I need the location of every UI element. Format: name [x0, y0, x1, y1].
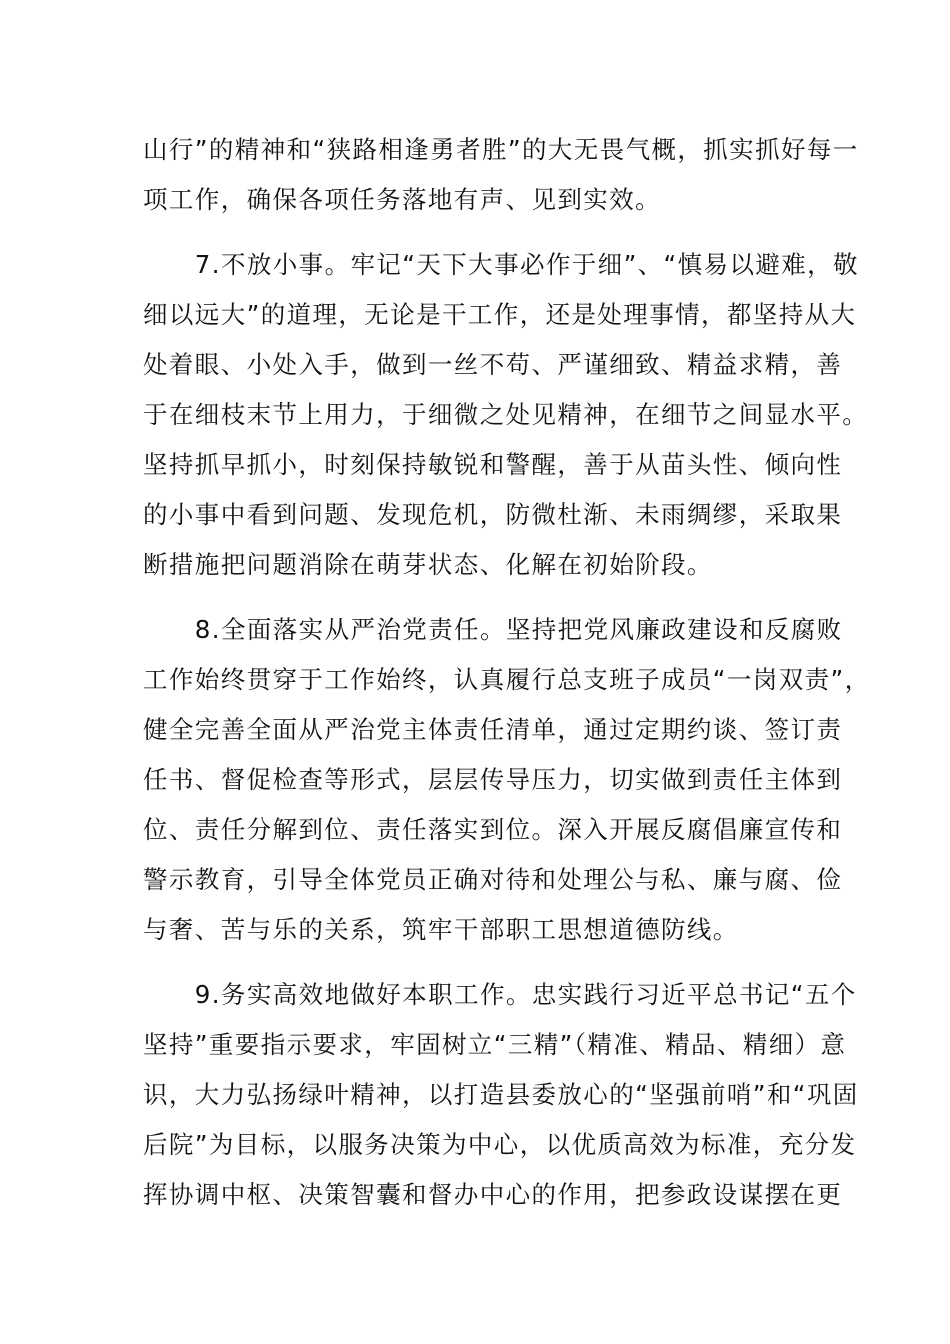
text-line: 8.全面落实从严治党责任。坚持把党风廉政建设和反腐败: [143, 615, 843, 644]
text-line: 警示教育，引导全体党员正确对待和处理公与私、廉与腐、俭: [143, 865, 843, 894]
text-line: 与奢、苦与乐的关系，筑牢干部职工思想道德防线。: [143, 915, 739, 944]
text-line: 的小事中看到问题、发现危机，防微杜渐、未雨绸缪，采取果: [143, 500, 843, 529]
text-line: 山行”的精神和“狭路相逢勇者胜”的大无畏气概，抓实抓好每一: [143, 135, 859, 164]
text-line: 断措施把问题消除在萌芽状态、化解在初始阶段。: [143, 550, 713, 579]
text-line: 健全完善全面从严治党主体责任清单，通过定期约谈、签订责: [143, 715, 843, 744]
text-line: 细以远大”的道理，无论是干工作，还是处理事情，都坚持从大: [143, 300, 857, 329]
text-line: 任书、督促检查等形式，层层传导压力，切实做到责任主体到: [143, 765, 843, 794]
paragraph: [143, 605, 871, 955]
text-line: 项工作，确保各项任务落地有声、见到实效。: [143, 185, 661, 214]
text-line: 坚持”重要指示要求，牢固树立“三精”（精准、精品、精细）意: [143, 1030, 847, 1059]
text-line: 7.不放小事。牢记“天下大事必作于细”、“慎易以避难，敬: [143, 250, 859, 279]
text-line: 识，大力弘扬绿叶精神，以打造县委放心的“坚强前哨”和“巩固: [143, 1080, 859, 1109]
document-body: [143, 125, 871, 1235]
text-line: 坚持抓早抓小，时刻保持敏锐和警醒，善于从苗头性、倾向性: [143, 450, 843, 479]
text-line: 挥协调中枢、决策智囊和督办中心的作用，把参政设谋摆在更: [143, 1180, 843, 1209]
text-line: 9.务实高效地做好本职工作。忠实践行习近平总书记“五个: [143, 980, 857, 1009]
paragraph: [143, 240, 869, 590]
text-line: 工作始终贯穿于工作始终，认真履行总支班子成员“一岗双责”，: [143, 665, 871, 694]
text-line: 处着眼、小处入手，做到一丝不苟、严谨细致、精益求精，善: [143, 350, 843, 379]
text-line: 位、责任分解到位、责任落实到位。深入开展反腐倡廉宣传和: [143, 815, 843, 844]
text-line: 后院”为目标，以服务决策为中心，以优质高效为标准，充分发: [143, 1130, 857, 1159]
text-line: 于在细枝末节上用力，于细微之处见精神，在细节之间显水平。: [143, 400, 869, 429]
paragraph: [143, 125, 859, 225]
paragraph: [143, 970, 859, 1220]
